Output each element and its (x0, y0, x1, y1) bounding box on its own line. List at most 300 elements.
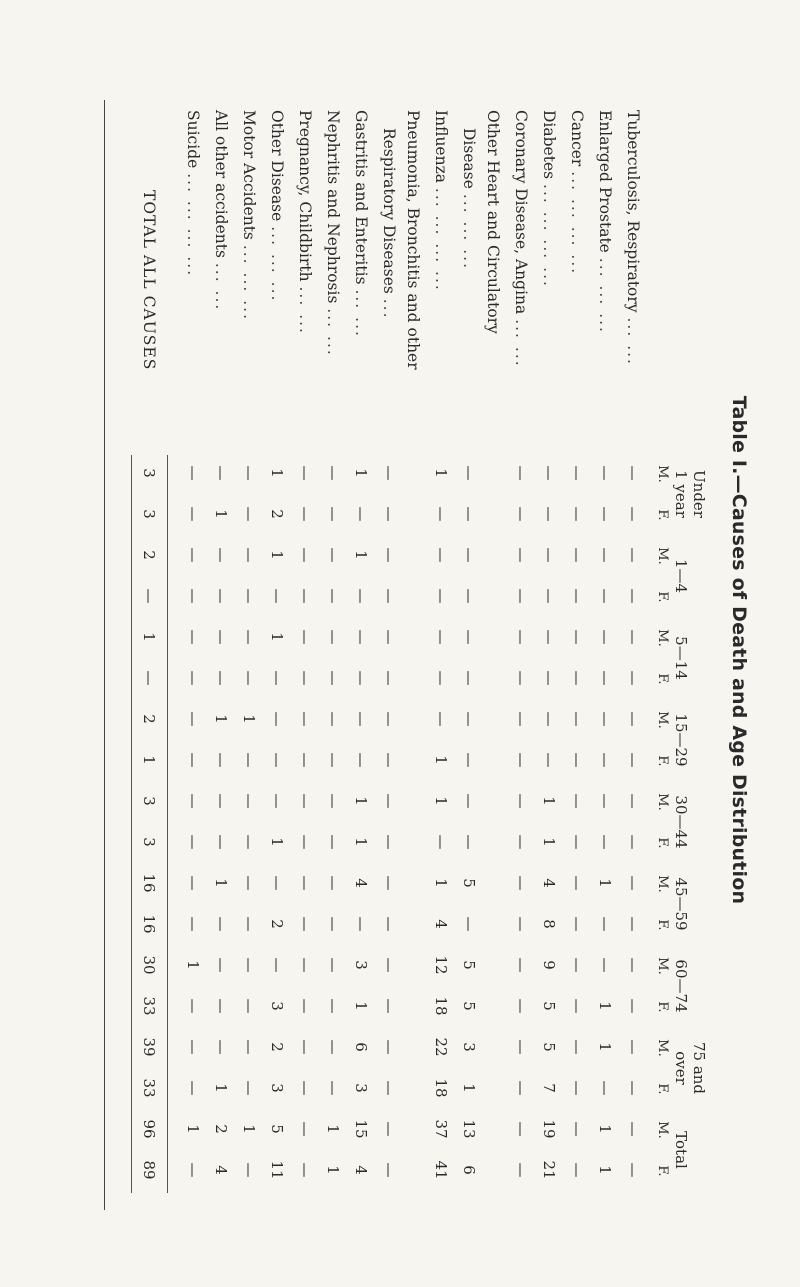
table-cell: — (352, 588, 370, 604)
leader-dots: ... ... (624, 317, 642, 366)
table-cell: — (512, 629, 530, 645)
table-cell: 19 (540, 1119, 558, 1139)
table-cell: — (624, 752, 642, 768)
cause-label: Cancer ... ... ... ... (568, 110, 586, 276)
table-cell: — (568, 1121, 586, 1137)
table-cell: 1 (460, 1083, 478, 1093)
table-cell: — (624, 1039, 642, 1055)
table-cell: 5 (460, 1001, 478, 1011)
table-cell: — (596, 793, 614, 809)
cause-label: Gastritis and Enteritis ... ... (352, 110, 370, 338)
cause-label: Suicide ... ... ... ... (184, 110, 202, 278)
table-cell: — (432, 629, 450, 645)
leader-dots: ... ... ... ... (184, 173, 202, 278)
table-cell: — (624, 670, 642, 686)
column-header-7: 75 and (690, 1041, 708, 1095)
cause-label: Diabetes ... ... ... ... (540, 110, 558, 288)
table-cell: — (240, 875, 258, 891)
table-cell: — (268, 670, 286, 686)
table-cell: — (512, 588, 530, 604)
cause-label: Disease ... ... ... (460, 128, 478, 271)
table-cell: — (568, 711, 586, 727)
leader-dots: ... ... (512, 319, 530, 368)
column-header-1: 1—4 (672, 558, 690, 594)
table-cell: 1 (268, 837, 286, 847)
table-cell: — (324, 711, 342, 727)
total-cell: 16 (140, 873, 158, 893)
table-cell: 9 (540, 960, 558, 970)
table-cell: — (540, 670, 558, 686)
column-header-8: Total (672, 1131, 690, 1169)
table-cell: 1 (540, 796, 558, 806)
table-cell: — (324, 588, 342, 604)
table-cell: — (184, 547, 202, 563)
table-cell: — (324, 752, 342, 768)
table-cell: 1 (184, 960, 202, 970)
table-cell: — (596, 1080, 614, 1096)
table-cell: 1 (432, 468, 450, 478)
table-cell: 1 (240, 1124, 258, 1134)
table-cell: — (380, 916, 398, 932)
leader-dots: ... ... ... ... (568, 171, 586, 276)
table-cell: — (460, 588, 478, 604)
table-cell: — (324, 957, 342, 973)
table-cell: 5 (540, 1042, 558, 1052)
table-cell: — (240, 1080, 258, 1096)
sex-header-male: M. (655, 711, 670, 729)
table-cell: 12 (432, 955, 450, 975)
sex-header-male: M. (655, 465, 670, 483)
table-cell: — (184, 506, 202, 522)
table-cell: — (296, 998, 314, 1014)
table-cell: — (296, 588, 314, 604)
table-cell: — (324, 793, 342, 809)
table-cell: — (596, 916, 614, 932)
table-cell: — (380, 465, 398, 481)
leader-dots: ... ... ... (460, 193, 478, 271)
table-cell: — (324, 998, 342, 1014)
total-cell: 89 (140, 1160, 158, 1180)
table-cell: — (512, 916, 530, 932)
table-cell: — (352, 916, 370, 932)
table-cell: — (380, 711, 398, 727)
table-cell: — (296, 711, 314, 727)
table-cell: — (624, 547, 642, 563)
table-cell: — (324, 1039, 342, 1055)
table-cell: 1 (268, 632, 286, 642)
table-cell: — (184, 711, 202, 727)
table-cell: 1 (324, 1165, 342, 1175)
table-cell: — (568, 1162, 586, 1178)
cause-label: Pregnancy, Childbirth ... ... (296, 110, 314, 335)
table-cell: 1 (432, 796, 450, 806)
table-cell: — (268, 793, 286, 809)
table-cell: — (212, 916, 230, 932)
table-cell: — (184, 1039, 202, 1055)
table-cell: — (568, 752, 586, 768)
table-cell: — (184, 465, 202, 481)
table-cell: 2 (212, 1124, 230, 1134)
table-cell: — (460, 916, 478, 932)
table-cell: 7 (540, 1083, 558, 1093)
cause-label: Coronary Disease, Angina ... ... (512, 110, 530, 368)
table-cell: — (460, 670, 478, 686)
table-cell: — (460, 547, 478, 563)
table-cell: — (432, 547, 450, 563)
table-cell: — (184, 793, 202, 809)
table-cell: — (296, 506, 314, 522)
cause-label: Nephritis and Nephrosis ... ... (324, 110, 342, 357)
table-cell: — (540, 465, 558, 481)
table-cell: 1 (596, 1124, 614, 1134)
table-cell: — (240, 998, 258, 1014)
table-cell: — (240, 957, 258, 973)
sex-header-female: F. (655, 591, 670, 603)
table-cell: — (212, 588, 230, 604)
table-cell: — (268, 588, 286, 604)
leader-dots: ... ... (352, 289, 370, 338)
table-cell: 5 (268, 1124, 286, 1134)
table-cell: 21 (540, 1160, 558, 1180)
table-cell: — (324, 1080, 342, 1096)
sex-header-female: F. (655, 509, 670, 521)
leader-dots: ... ... ... (240, 244, 258, 322)
table-cell: — (380, 670, 398, 686)
table-cell: — (460, 752, 478, 768)
cause-label: Respiratory Diseases ... (380, 128, 398, 320)
table-cell: — (296, 1162, 314, 1178)
table-cell: 1 (212, 714, 230, 724)
table-cell: — (596, 506, 614, 522)
cause-label: Influenza ... ... ... ... (432, 110, 450, 292)
table-cell: — (568, 670, 586, 686)
table-cell: 2 (268, 1042, 286, 1052)
leader-dots: ... ... (212, 262, 230, 312)
table-cell: 2 (268, 509, 286, 519)
table-cell: — (184, 588, 202, 604)
table-cell: — (296, 465, 314, 481)
total-cell: 39 (140, 1037, 158, 1057)
table-cell: — (184, 875, 202, 891)
table-cell: 1 (324, 1124, 342, 1134)
sex-header-male: M. (655, 875, 670, 893)
table-cell: — (380, 1121, 398, 1137)
sex-header-female: F. (655, 755, 670, 767)
total-label: TOTAL ALL CAUSES (140, 190, 158, 371)
table-cell: — (624, 629, 642, 645)
table-cell: 3 (352, 1083, 370, 1093)
table-cell: — (296, 670, 314, 686)
table-cell: — (184, 670, 202, 686)
table-cell: — (380, 1039, 398, 1055)
table-cell: 5 (460, 878, 478, 888)
table-cell: — (324, 465, 342, 481)
table-cell: — (568, 506, 586, 522)
table-cell: 4 (432, 919, 450, 929)
table-cell: — (380, 629, 398, 645)
sex-header-male: M. (655, 957, 670, 975)
table-cell: — (184, 1162, 202, 1178)
table-cell: — (596, 670, 614, 686)
table-cell: 6 (460, 1165, 478, 1175)
table-cell: — (352, 752, 370, 768)
leader-dots: ... ... (324, 308, 342, 357)
table-title: Table I.—Causes of Death and Age Distribution (728, 395, 750, 905)
table-cell: — (568, 916, 586, 932)
table-cell: 2 (268, 919, 286, 929)
table-cell: 1 (596, 878, 614, 888)
table-cell: — (460, 834, 478, 850)
table-cell: — (568, 629, 586, 645)
table-cell: — (212, 629, 230, 645)
table-cell: — (568, 465, 586, 481)
table-cell: — (296, 916, 314, 932)
column-header-4: 30—44 (672, 795, 690, 849)
table-cell: 1 (596, 1042, 614, 1052)
table-cell: — (432, 670, 450, 686)
table-cell: — (596, 465, 614, 481)
table-cell: 13 (460, 1119, 478, 1139)
total-cell: 3 (140, 837, 158, 847)
table-cell: — (352, 506, 370, 522)
table-cell: — (296, 752, 314, 768)
sex-header-male: M. (655, 547, 670, 565)
table-cell: 1 (352, 1001, 370, 1011)
table-cell: — (296, 793, 314, 809)
table-cell: 1 (596, 1165, 614, 1175)
leader-dots: ... ... ... ... (540, 184, 558, 288)
table-cell: — (540, 588, 558, 604)
total-cell: 1 (140, 632, 158, 642)
table-cell: — (184, 834, 202, 850)
table-cell: 1 (212, 1083, 230, 1093)
table-cell: 4 (540, 878, 558, 888)
table-cell: 1 (352, 796, 370, 806)
table-cell: 15 (352, 1119, 370, 1139)
table-cell: — (296, 629, 314, 645)
table-cell: — (212, 793, 230, 809)
table-cell: — (596, 629, 614, 645)
table-cell: — (512, 465, 530, 481)
table-cell: — (624, 588, 642, 604)
table-cell: — (624, 916, 642, 932)
cause-label: Pneumonia, Bronchitis and other (404, 110, 422, 370)
total-cell: 2 (140, 714, 158, 724)
table-cell: — (512, 752, 530, 768)
table-cell: — (540, 752, 558, 768)
table-cell: — (240, 752, 258, 768)
total-cell: 3 (140, 468, 158, 478)
table-cell: 5 (460, 960, 478, 970)
table-cell: — (296, 1039, 314, 1055)
table-cell: — (268, 711, 286, 727)
table-cell: — (380, 506, 398, 522)
table-cell: — (624, 711, 642, 727)
table-cell: — (512, 1039, 530, 1055)
sex-header-male: M. (655, 1121, 670, 1139)
table-cell: — (568, 834, 586, 850)
table-cell: — (512, 998, 530, 1014)
column-header-0: Under (690, 470, 708, 518)
cause-label: All other accidents ... ... (212, 110, 230, 312)
table-cell: — (512, 1080, 530, 1096)
table-cell: 1 (596, 1001, 614, 1011)
table-cell: — (240, 916, 258, 932)
table-cell: 11 (268, 1160, 286, 1180)
table-cell: — (624, 1162, 642, 1178)
table-cell: — (324, 547, 342, 563)
table-cell: 37 (432, 1119, 450, 1139)
table-cell: 1 (268, 468, 286, 478)
table-cell: — (212, 547, 230, 563)
table-cell: — (380, 998, 398, 1014)
table-cell: — (184, 1080, 202, 1096)
table-cell: — (540, 629, 558, 645)
table-cell: — (240, 834, 258, 850)
table-cell: — (512, 670, 530, 686)
table-cell: — (624, 1121, 642, 1137)
total-cell: 16 (140, 914, 158, 934)
table-cell: — (212, 670, 230, 686)
table-cell: 6 (352, 1042, 370, 1052)
table-cell: — (212, 752, 230, 768)
total-cell: 2 (140, 550, 158, 560)
table-cell: — (596, 834, 614, 850)
sex-header-female: F. (655, 919, 670, 931)
table-cell: — (568, 875, 586, 891)
cause-label: Other Heart and Circulatory (484, 110, 502, 334)
table-cell: — (380, 547, 398, 563)
cause-label: Motor Accidents ... ... ... (240, 110, 258, 322)
table-cell: — (380, 834, 398, 850)
leader-dots: ... ... ... ... (432, 187, 450, 292)
table-cell: — (240, 670, 258, 686)
total-cell: — (140, 670, 158, 686)
table-cell: — (240, 547, 258, 563)
table-cell: — (568, 588, 586, 604)
table-cell: 1 (212, 509, 230, 519)
table-cell: 1 (184, 1124, 202, 1134)
table-cell: — (184, 998, 202, 1014)
table-cell: — (352, 711, 370, 727)
table-cell: — (568, 1080, 586, 1096)
total-cell: 3 (140, 509, 158, 519)
table-cell: — (352, 629, 370, 645)
table-cell: — (432, 834, 450, 850)
table-cell: — (596, 588, 614, 604)
table-cell: — (212, 1039, 230, 1055)
table-cell: — (624, 875, 642, 891)
table-cell: — (596, 547, 614, 563)
table-cell: — (624, 506, 642, 522)
table-cell: — (268, 752, 286, 768)
rotated-table (140, 100, 750, 1200)
table-cell: — (460, 711, 478, 727)
table-cell: — (460, 465, 478, 481)
table-cell: — (296, 1121, 314, 1137)
total-cell: 96 (140, 1119, 158, 1139)
table-cell: — (324, 629, 342, 645)
column-header-5: 45—59 (672, 877, 690, 931)
table-cell: — (624, 998, 642, 1014)
leader-dots: ... ... (296, 286, 314, 335)
table-cell: 3 (268, 1083, 286, 1093)
total-cell: 1 (140, 755, 158, 765)
table-cell: — (268, 957, 286, 973)
table-cell: — (512, 711, 530, 727)
total-cell: 33 (140, 996, 158, 1016)
table-cell: — (240, 1162, 258, 1178)
table-cell: — (324, 916, 342, 932)
table-cell: 1 (240, 714, 258, 724)
table-cell: — (512, 1121, 530, 1137)
column-header-0: 1 year (672, 470, 690, 518)
table-cell: 1 (540, 837, 558, 847)
table-cell: — (540, 711, 558, 727)
table-cell: 1 (212, 878, 230, 888)
table-cell: — (212, 465, 230, 481)
table-cell: — (512, 1162, 530, 1178)
table-cell: — (512, 957, 530, 973)
total-cell: 30 (140, 955, 158, 975)
table-cell: 18 (432, 996, 450, 1016)
table-cell: — (184, 629, 202, 645)
table-cell: — (268, 875, 286, 891)
table-cell: — (240, 506, 258, 522)
table-cell: — (380, 875, 398, 891)
table-cell: — (624, 793, 642, 809)
table-cell: — (380, 1162, 398, 1178)
leader-dots: ... ... ... (268, 226, 286, 303)
leader-dots: ... ... ... (596, 257, 614, 334)
table-cell: — (624, 1080, 642, 1096)
table-cell: 3 (352, 960, 370, 970)
cause-label: Tuberculosis, Respiratory ... ... (624, 110, 642, 366)
total-rule (167, 455, 168, 1193)
column-header-7: over (672, 1051, 690, 1085)
sex-header-female: F. (655, 1001, 670, 1013)
sex-header-female: F. (655, 1083, 670, 1095)
table-cell: — (240, 465, 258, 481)
table-cell: 1 (352, 468, 370, 478)
table-cell: — (568, 957, 586, 973)
table-cell: — (380, 957, 398, 973)
sex-header-male: M. (655, 1039, 670, 1057)
table-cell: 4 (352, 1165, 370, 1175)
table-cell: 1 (352, 837, 370, 847)
table-cell: — (212, 957, 230, 973)
table-cell: — (324, 875, 342, 891)
total-rule-bottom (131, 455, 132, 1193)
table-cell: — (212, 834, 230, 850)
table-cell: — (296, 957, 314, 973)
table-cell: — (512, 506, 530, 522)
column-header-6: 60—74 (672, 959, 690, 1013)
table-cell: — (432, 711, 450, 727)
table-cell: — (324, 834, 342, 850)
column-header-3: 15—29 (672, 713, 690, 767)
table-cell: — (512, 793, 530, 809)
leader-dots: ... (380, 298, 398, 320)
column-header-2: 5—14 (672, 636, 690, 680)
sex-header-female: F. (655, 1165, 670, 1177)
table-cell: 4 (352, 878, 370, 888)
table-cell: 41 (432, 1160, 450, 1180)
total-cell: 33 (140, 1078, 158, 1098)
sex-header-male: M. (655, 793, 670, 811)
table-cell: — (568, 1039, 586, 1055)
table-cell: — (596, 711, 614, 727)
